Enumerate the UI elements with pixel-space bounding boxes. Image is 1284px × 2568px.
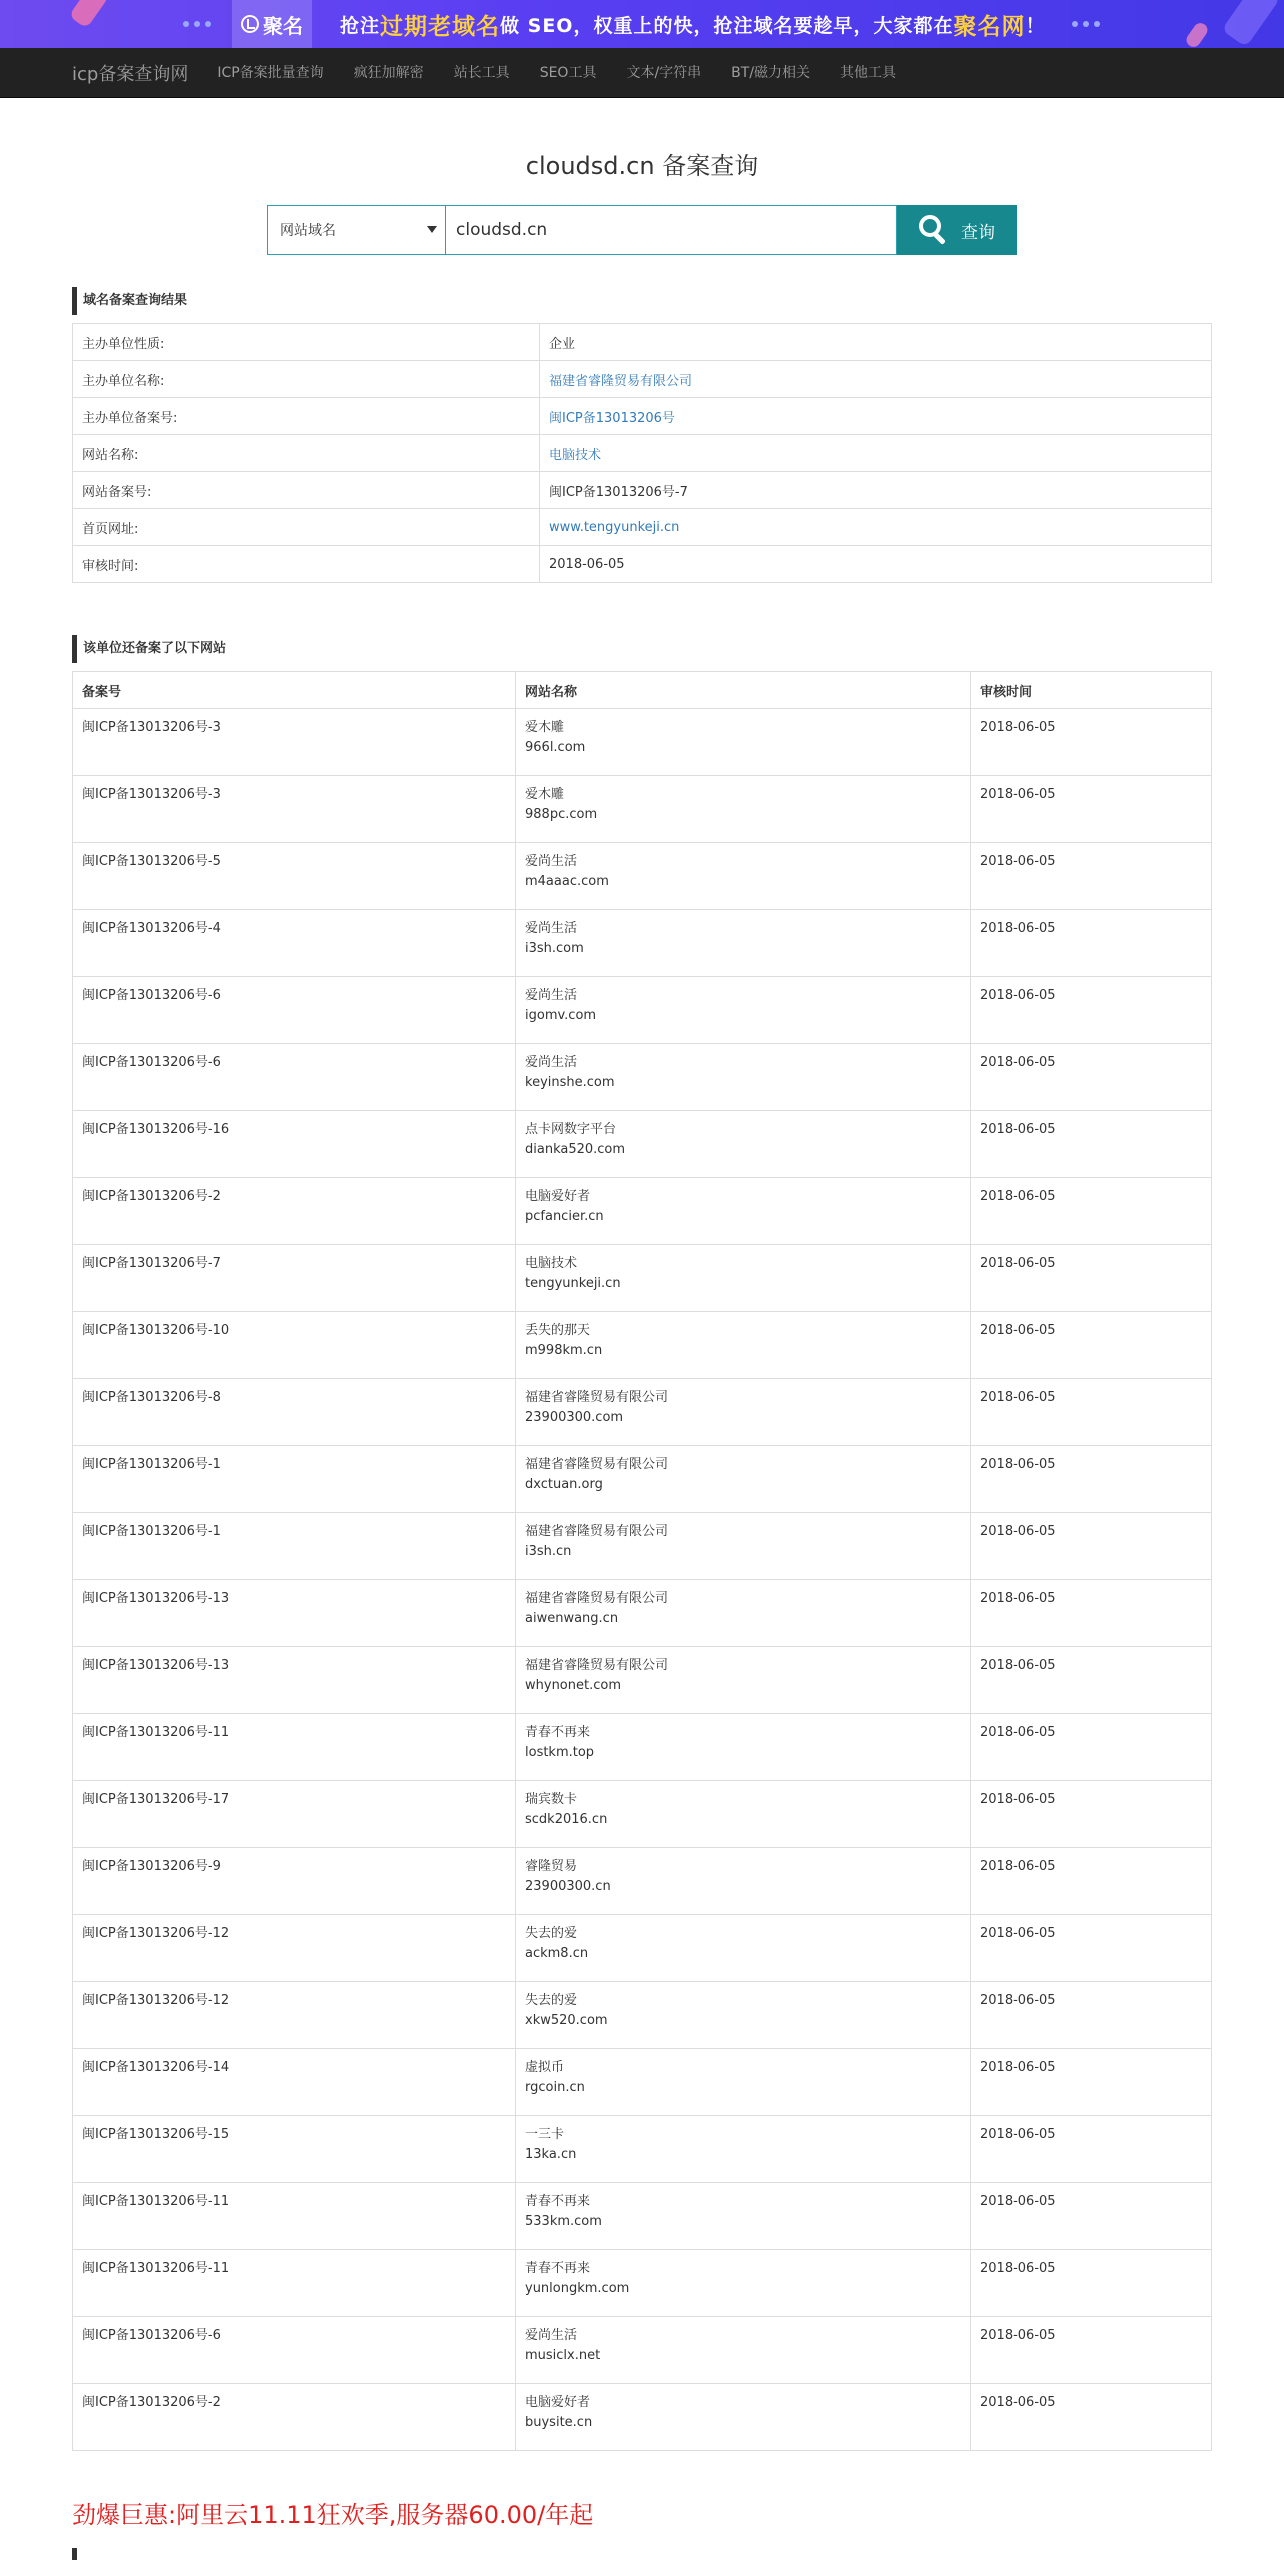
site-name: 爱尚生活 bbox=[525, 1055, 578, 1070]
decorative-dots bbox=[1072, 21, 1100, 27]
site-cell bbox=[516, 1044, 971, 1111]
site-domain: ackm8.cn bbox=[525, 1946, 589, 1961]
banner-slogan bbox=[340, 0, 1045, 48]
icp-number-cell: 闽ICP备13013206号-6 bbox=[73, 2317, 516, 2384]
sites-section-heading: 该单位还备案了以下网站 bbox=[72, 635, 1212, 663]
site-domain: lostkm.top bbox=[525, 1745, 595, 1760]
slogan-text: ！ bbox=[1025, 14, 1046, 37]
site-cell bbox=[516, 2183, 971, 2250]
site-cell bbox=[516, 1245, 971, 1312]
search-type-select[interactable] bbox=[267, 205, 445, 255]
site-name: 失去的爱 bbox=[525, 1993, 578, 2008]
site-brand-link[interactable]: icp备案查询网 bbox=[72, 64, 189, 85]
site-domain: aiwenwang.cn bbox=[525, 1611, 619, 1626]
info-value[interactable]: 福建省睿隆贸易有限公司 bbox=[540, 361, 1212, 398]
icp-number-cell: 闽ICP备13013206号-7 bbox=[73, 1245, 516, 1312]
site-cell bbox=[516, 2116, 971, 2183]
icp-number-cell: 闽ICP备13013206号-1 bbox=[73, 1446, 516, 1513]
site-domain: keyinshe.com bbox=[525, 1075, 615, 1090]
icp-number-cell: 闽ICP备13013206号-10 bbox=[73, 1312, 516, 1379]
info-value[interactable]: 闽ICP备13013206号 bbox=[540, 398, 1212, 435]
page-title: cloudsd.cn 备案查询 bbox=[525, 152, 759, 180]
table-row bbox=[73, 2116, 1212, 2183]
icp-number-cell: 闽ICP备13013206号-13 bbox=[73, 1647, 516, 1714]
table-row bbox=[73, 910, 1212, 977]
slogan-highlight: 过期老域名 bbox=[380, 13, 501, 40]
table-row bbox=[73, 2049, 1212, 2116]
search-button-label: 查询 bbox=[961, 222, 995, 243]
table-row bbox=[73, 1312, 1212, 1379]
icp-number-cell: 闽ICP备13013206号-2 bbox=[73, 2384, 516, 2451]
site-name: 福建省睿隆贸易有限公司 bbox=[525, 1591, 669, 1606]
review-date-cell: 2018-06-05 bbox=[971, 977, 1212, 1044]
column-header-site-name: 网站名称 bbox=[516, 672, 971, 709]
site-domain: rgcoin.cn bbox=[525, 2080, 585, 2095]
info-row bbox=[73, 472, 1212, 509]
review-date-cell: 2018-06-05 bbox=[971, 1245, 1212, 1312]
review-date-cell: 2018-06-05 bbox=[971, 1446, 1212, 1513]
site-name: 福建省睿隆贸易有限公司 bbox=[525, 1390, 669, 1405]
site-cell bbox=[516, 1580, 971, 1647]
table-row bbox=[73, 2317, 1212, 2384]
site-cell bbox=[516, 1513, 971, 1580]
review-date-cell: 2018-06-05 bbox=[971, 1714, 1212, 1781]
info-value: 闽ICP备13013206号-7 bbox=[540, 472, 1212, 509]
site-cell bbox=[516, 776, 971, 843]
site-name: 爱尚生活 bbox=[525, 921, 578, 936]
icp-number-cell: 闽ICP备13013206号-3 bbox=[73, 709, 516, 776]
site-name: 丢失的那天 bbox=[525, 1323, 591, 1338]
nav-item-webmaster-tools[interactable]: 站长工具 bbox=[453, 65, 510, 81]
site-cell bbox=[516, 1714, 971, 1781]
site-name: 虚拟币 bbox=[525, 2060, 565, 2075]
icp-number-cell: 闽ICP备13013206号-6 bbox=[73, 977, 516, 1044]
nav-item-text-tools[interactable]: 文本/字符串 bbox=[626, 65, 702, 81]
icp-number-cell: 闽ICP备13013206号-9 bbox=[73, 1848, 516, 1915]
review-date-cell: 2018-06-05 bbox=[971, 910, 1212, 977]
nav-item-icp-batch[interactable]: ICP备案批量查询 bbox=[217, 65, 324, 81]
table-row bbox=[73, 1647, 1212, 1714]
decorative-shape bbox=[1222, 0, 1281, 47]
table-row bbox=[73, 2183, 1212, 2250]
table-row bbox=[73, 977, 1212, 1044]
table-row bbox=[73, 1982, 1212, 2049]
domain-info-table bbox=[72, 323, 1212, 583]
section-marker bbox=[72, 2548, 77, 2560]
nav-item-seo-tools[interactable]: SEO工具 bbox=[539, 65, 597, 81]
review-date-cell: 2018-06-05 bbox=[971, 2317, 1212, 2384]
slogan-text: 做 SEO，权重上的快，抢注域名要趁早，大家都在 bbox=[500, 14, 954, 37]
column-header-icp: 备案号 bbox=[73, 672, 516, 709]
icp-number-cell: 闽ICP备13013206号-2 bbox=[73, 1178, 516, 1245]
info-key: 网站备案号: bbox=[73, 472, 540, 509]
table-row bbox=[73, 2384, 1212, 2451]
site-cell bbox=[516, 2250, 971, 2317]
site-domain: musiclx.net bbox=[525, 2348, 601, 2363]
site-cell bbox=[516, 1379, 971, 1446]
site-domain: pcfancier.cn bbox=[525, 1209, 604, 1224]
review-date-cell: 2018-06-05 bbox=[971, 1915, 1212, 1982]
info-value: 2018-06-05 bbox=[540, 546, 1212, 583]
site-cell bbox=[516, 1312, 971, 1379]
search-button[interactable] bbox=[897, 205, 1017, 255]
info-row bbox=[73, 361, 1212, 398]
site-name: 青春不再来 bbox=[525, 2261, 591, 2276]
info-value: 企业 bbox=[540, 324, 1212, 361]
slogan-text: 抢注 bbox=[340, 14, 381, 37]
site-name: 电脑爱好者 bbox=[525, 2395, 591, 2410]
table-row bbox=[73, 1848, 1212, 1915]
site-cell bbox=[516, 1848, 971, 1915]
review-date-cell: 2018-06-05 bbox=[971, 1178, 1212, 1245]
site-domain: m998km.cn bbox=[525, 1343, 603, 1358]
table-row bbox=[73, 1044, 1212, 1111]
column-header-review-date: 审核时间 bbox=[971, 672, 1212, 709]
search-type-value: 网站域名 bbox=[280, 223, 336, 239]
icp-number-cell: 闽ICP备13013206号-6 bbox=[73, 1044, 516, 1111]
site-domain: dxctuan.org bbox=[525, 1477, 603, 1492]
info-value[interactable]: 电脑技术 bbox=[540, 435, 1212, 472]
review-date-cell: 2018-06-05 bbox=[971, 2384, 1212, 2451]
site-domain: igomv.com bbox=[525, 1008, 597, 1023]
table-row bbox=[73, 1714, 1212, 1781]
site-cell bbox=[516, 977, 971, 1044]
review-date-cell: 2018-06-05 bbox=[971, 776, 1212, 843]
site-cell bbox=[516, 1178, 971, 1245]
review-date-cell: 2018-06-05 bbox=[971, 1312, 1212, 1379]
info-row bbox=[73, 435, 1212, 472]
site-domain: tengyunkeji.cn bbox=[525, 1276, 621, 1291]
site-domain: buysite.cn bbox=[525, 2415, 593, 2430]
info-key: 审核时间: bbox=[73, 546, 540, 583]
review-date-cell: 2018-06-05 bbox=[971, 1044, 1212, 1111]
site-name: 爱尚生活 bbox=[525, 854, 578, 869]
info-row bbox=[73, 398, 1212, 435]
icp-number-cell: 闽ICP备13013206号-12 bbox=[73, 1982, 516, 2049]
site-cell bbox=[516, 1915, 971, 1982]
icp-number-cell: 闽ICP备13013206号-14 bbox=[73, 2049, 516, 2116]
nav-item-bt-magnet[interactable]: BT/磁力相关 bbox=[731, 65, 811, 81]
banner-logo bbox=[232, 0, 312, 48]
site-cell bbox=[516, 1446, 971, 1513]
icp-number-cell: 闽ICP备13013206号-3 bbox=[73, 776, 516, 843]
other-sites-table bbox=[72, 671, 1212, 2451]
site-cell bbox=[516, 2317, 971, 2384]
review-date-cell: 2018-06-05 bbox=[971, 1379, 1212, 1446]
search-input[interactable]: cloudsd.cn bbox=[445, 205, 897, 255]
info-key: 主办单位性质: bbox=[73, 324, 540, 361]
site-cell bbox=[516, 2049, 971, 2116]
table-row bbox=[73, 1446, 1212, 1513]
site-domain: 23900300.cn bbox=[525, 1879, 611, 1894]
table-row bbox=[73, 1580, 1212, 1647]
site-domain: dianka520.com bbox=[525, 1142, 626, 1157]
site-domain: xkw520.com bbox=[525, 2013, 608, 2028]
site-cell bbox=[516, 2384, 971, 2451]
site-domain: yunlongkm.com bbox=[525, 2281, 630, 2296]
review-date-cell: 2018-06-05 bbox=[971, 2116, 1212, 2183]
table-row bbox=[73, 1513, 1212, 1580]
site-name: 瑞宾数卡 bbox=[525, 1792, 578, 1807]
table-row bbox=[73, 776, 1212, 843]
info-row bbox=[73, 546, 1212, 583]
main-content bbox=[72, 146, 1212, 2560]
review-date-cell: 2018-06-05 bbox=[971, 1848, 1212, 1915]
banner-logo-text: 聚名 bbox=[263, 13, 303, 38]
site-name: 爱尚生活 bbox=[525, 2328, 578, 2343]
site-domain: m4aaac.com bbox=[525, 874, 609, 889]
review-date-cell: 2018-06-05 bbox=[971, 843, 1212, 910]
info-key: 主办单位备案号: bbox=[73, 398, 540, 435]
site-domain: 533km.com bbox=[525, 2214, 602, 2229]
site-domain: i3sh.cn bbox=[525, 1544, 572, 1559]
top-ad-banner[interactable] bbox=[0, 0, 1284, 48]
review-date-cell: 2018-06-05 bbox=[971, 1781, 1212, 1848]
site-domain: 988pc.com bbox=[525, 807, 598, 822]
site-cell bbox=[516, 910, 971, 977]
promo-link[interactable]: 劲爆巨惠:阿里云11.11狂欢季,服务器60.00/年起 bbox=[72, 2501, 594, 2529]
review-date-cell: 2018-06-05 bbox=[971, 1982, 1212, 2049]
site-cell bbox=[516, 709, 971, 776]
icp-number-cell: 闽ICP备13013206号-1 bbox=[73, 1513, 516, 1580]
review-date-cell: 2018-06-05 bbox=[971, 1647, 1212, 1714]
site-name: 点卡网数字平台 bbox=[525, 1122, 617, 1137]
site-cell bbox=[516, 1982, 971, 2049]
site-name: 福建省睿隆贸易有限公司 bbox=[525, 1658, 669, 1673]
site-domain: whynonet.com bbox=[525, 1678, 621, 1693]
juming-logo-icon bbox=[241, 15, 259, 33]
icp-number-cell: 闽ICP备13013206号-11 bbox=[73, 2183, 516, 2250]
site-domain: 23900300.com bbox=[525, 1410, 624, 1425]
site-name: 青春不再来 bbox=[525, 2194, 591, 2209]
info-key: 网站名称: bbox=[73, 435, 540, 472]
site-domain: 966l.com bbox=[525, 740, 586, 755]
table-row bbox=[73, 1781, 1212, 1848]
table-header-row bbox=[73, 672, 1212, 709]
icp-number-cell: 闽ICP备13013206号-17 bbox=[73, 1781, 516, 1848]
icp-number-cell: 闽ICP备13013206号-13 bbox=[73, 1580, 516, 1647]
review-date-cell: 2018-06-05 bbox=[971, 1513, 1212, 1580]
table-row bbox=[73, 1111, 1212, 1178]
review-date-cell: 2018-06-05 bbox=[971, 2049, 1212, 2116]
table-row bbox=[73, 843, 1212, 910]
site-cell bbox=[516, 1111, 971, 1178]
site-domain: i3sh.com bbox=[525, 941, 584, 956]
site-name: 爱木雕 bbox=[525, 787, 565, 802]
slogan-highlight: 聚名网 bbox=[953, 13, 1026, 40]
icp-number-cell: 闽ICP备13013206号-11 bbox=[73, 1714, 516, 1781]
icp-number-cell: 闽ICP备13013206号-11 bbox=[73, 2250, 516, 2317]
decorative-shape bbox=[69, 0, 110, 29]
chevron-down-icon bbox=[427, 226, 437, 233]
site-name: 青春不再来 bbox=[525, 1725, 591, 1740]
review-date-cell: 2018-06-05 bbox=[971, 2250, 1212, 2317]
table-row bbox=[73, 1379, 1212, 1446]
site-name: 福建省睿隆贸易有限公司 bbox=[525, 1457, 669, 1472]
icp-number-cell: 闽ICP备13013206号-12 bbox=[73, 1915, 516, 1982]
site-name: 失去的爱 bbox=[525, 1926, 578, 1941]
review-date-cell: 2018-06-05 bbox=[971, 709, 1212, 776]
decorative-dots bbox=[183, 21, 211, 27]
site-cell bbox=[516, 1647, 971, 1714]
decorative-shape bbox=[1184, 20, 1210, 48]
site-name: 睿隆贸易 bbox=[525, 1859, 578, 1874]
nav-item-crypto[interactable]: 疯狂加解密 bbox=[353, 65, 424, 81]
info-row bbox=[73, 509, 1212, 546]
review-date-cell: 2018-06-05 bbox=[971, 1111, 1212, 1178]
site-name: 一三卡 bbox=[525, 2127, 565, 2142]
table-row bbox=[73, 709, 1212, 776]
search-icon bbox=[919, 215, 949, 245]
info-section-heading: 域名备案查询结果 bbox=[72, 287, 1212, 315]
table-row bbox=[73, 2250, 1212, 2317]
review-date-cell: 2018-06-05 bbox=[971, 2183, 1212, 2250]
top-navbar bbox=[0, 48, 1284, 98]
icp-number-cell: 闽ICP备13013206号-16 bbox=[73, 1111, 516, 1178]
site-name: 福建省睿隆贸易有限公司 bbox=[525, 1524, 669, 1539]
site-name: 电脑爱好者 bbox=[525, 1189, 591, 1204]
info-key: 首页网址: bbox=[73, 509, 540, 546]
site-name: 爱木雕 bbox=[525, 720, 565, 735]
review-date-cell: 2018-06-05 bbox=[971, 1580, 1212, 1647]
site-domain: 13ka.cn bbox=[525, 2147, 577, 2162]
site-name: 电脑技术 bbox=[525, 1256, 578, 1271]
icp-number-cell: 闽ICP备13013206号-8 bbox=[73, 1379, 516, 1446]
search-form bbox=[267, 205, 1017, 255]
site-domain: scdk2016.cn bbox=[525, 1812, 608, 1827]
table-row bbox=[73, 1245, 1212, 1312]
info-value[interactable]: www.tengyunkeji.cn bbox=[540, 509, 1212, 546]
site-cell bbox=[516, 843, 971, 910]
nav-item-other-tools[interactable]: 其他工具 bbox=[840, 65, 897, 81]
site-name: 爱尚生活 bbox=[525, 988, 578, 1003]
info-row bbox=[73, 324, 1212, 361]
icp-number-cell: 闽ICP备13013206号-15 bbox=[73, 2116, 516, 2183]
table-row bbox=[73, 1178, 1212, 1245]
site-cell bbox=[516, 1781, 971, 1848]
table-row bbox=[73, 1915, 1212, 1982]
icp-number-cell: 闽ICP备13013206号-4 bbox=[73, 910, 516, 977]
icp-number-cell: 闽ICP备13013206号-5 bbox=[73, 843, 516, 910]
info-key: 主办单位名称: bbox=[73, 361, 540, 398]
